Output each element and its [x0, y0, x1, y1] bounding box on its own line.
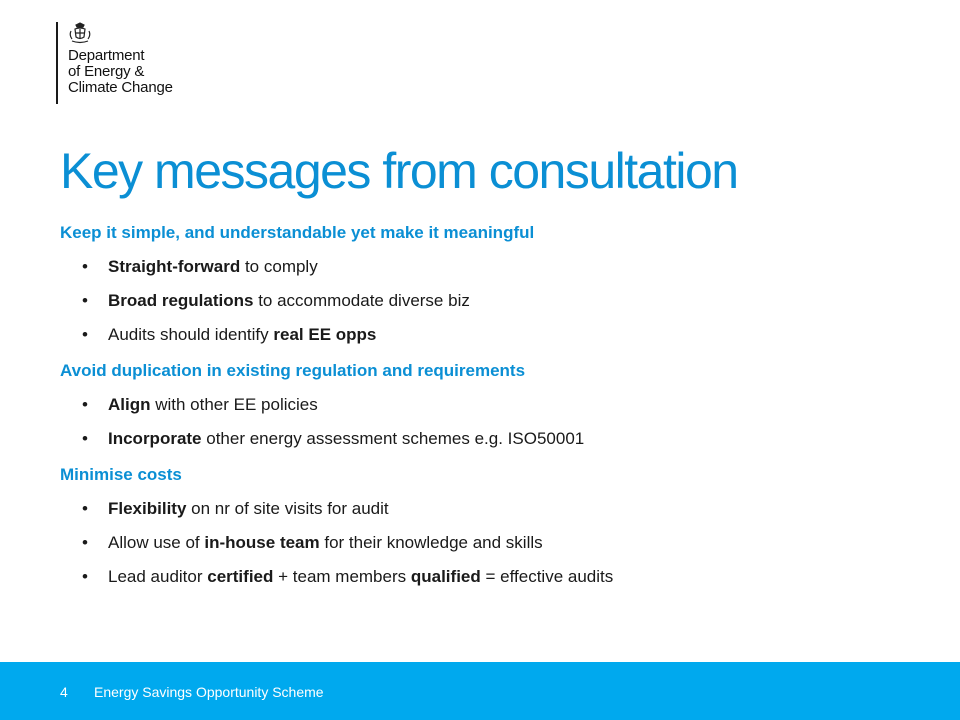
section-heading: Avoid duplication in existing regulation and requirements [60, 361, 526, 380]
list-item: • Broad regulations to accommodate diverse biz [82, 290, 920, 312]
section-minimise-costs [60, 464, 920, 588]
list-item: • Straight-forward to comply [82, 256, 920, 278]
royal-crest-icon [68, 22, 92, 44]
list-item: • Flexibility on nr of site visits for audit [82, 498, 920, 520]
list-item: • Align with other EE policies [82, 394, 920, 416]
bullet-list [60, 498, 920, 588]
department-logo [56, 22, 173, 106]
footer-title: Energy Savings Opportunity Scheme [94, 684, 324, 700]
section-heading: Keep it simple, and understandable yet make it meaningful [60, 223, 535, 242]
section-keep-it-simple [60, 222, 920, 346]
logo-divider [56, 22, 58, 104]
list-item: • Incorporate other energy assessment schemes e.g. ISO50001 [82, 428, 920, 450]
list-item: • Audits should identify real EE opps [82, 324, 920, 346]
footer-bar [0, 662, 960, 720]
bullet-list [60, 394, 920, 450]
list-item: • Allow use of in-house team for their knowledge and skills [82, 532, 920, 554]
department-name-line-2: of Energy & [68, 63, 145, 80]
section-avoid-duplication [60, 360, 920, 450]
slide-content [60, 222, 920, 588]
section-heading: Minimise costs [60, 465, 182, 484]
list-item: • Lead auditor certified + team members qualified = effective audits [82, 566, 920, 588]
bullet-list [60, 256, 920, 346]
page-number: 4 [60, 684, 68, 700]
department-name-line-3: Climate Change [68, 79, 173, 96]
logo-text-block [68, 22, 173, 106]
department-name-line-1: Department [68, 47, 145, 64]
slide-title: Key messages from consultation [60, 143, 738, 199]
